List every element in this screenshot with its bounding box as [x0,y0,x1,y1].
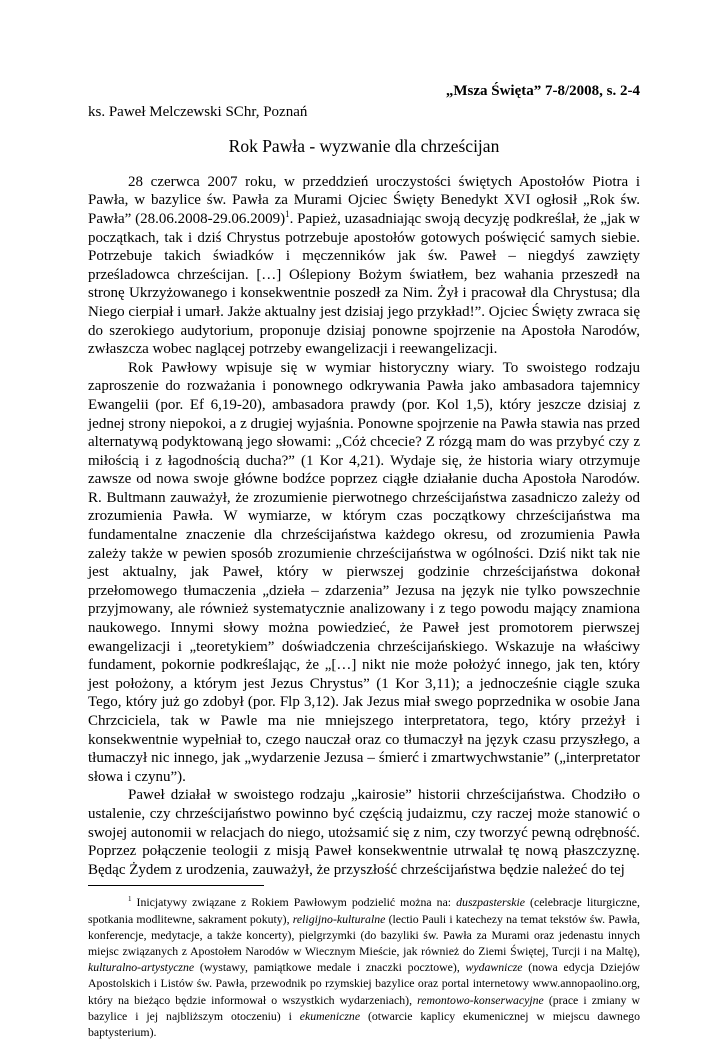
footnote-text-1: Inicjatywy związane z Rokiem Pawłowym podzielić można na: [131,895,457,910]
paragraph-3: Paweł działał w swoistego rodzaju „kairosie” historii chrześcijaństwa. Chodziło o ustalenie, czy chrześcijaństwo powinno być częścią judaizmu, czy raczej może stanowić o swojej autonomii w relacjach do niego, utożsamić się z nim, czy tworzyć pewną odrębność. Poprzez połączenie teologii z misją Paweł konsekwentnie utrwalał tę nową płaszczyznę. Będąc Żydem z urodzenia, zauważył, że przyszłość chrześcijaństwa będzie należeć do tej [88,787,640,878]
paragraph-1 [88,173,640,359]
footnote-text-5: (nowa edycja Dziejów Apostolskich i Listów św. Pawła, przewodnik po rzymskiej bazylice oraz portal internetowy www.annopaolino.org, który na bieżąco będzie informował o wszystkich wydarzeniach), [88,960,640,1007]
article-title: Rok Pawła - wyzwanie dla chrześcijan [228,136,500,157]
paragraph-1-text-b: . Papież, uzasadniając swoją decyzję podkreślał, że „jak w początkach, tak i dziś Chrystus potrzebuje apostołów gotowych poświęcić samych siebie. Potrzebuje takich świadków i męczenników jak św. Paweł – niegdyś zawzięty prześladowca chrześcijan. […] Oślepiony Bożym światłem, bez wahania przeszedł na stronę Ukrzyżowanego i konsekwentnie poszedł za Nim. Żył i pracował dla Chrystusa; dla Niego cierpiał i umarł. Jakże aktualny jest dzisiaj jego przykład!”. Ojciec Święty zwraca się do szerokiego audytorium, proponuje dzisiaj ponowne spojrzenie na Apostoła Narodów, zwłaszcza wobec naglącej potrzeby ewangelizacji i reewangelizacji. [88,210,640,358]
footnote-italic-3: kulturalno-artystyczne [88,960,195,975]
footnote-text-6: (prace i zmiany w bazylice i jej najbliższym otoczeniu) i [88,992,640,1023]
document-page [88,82,640,1040]
footnote-reference[interactable]: 1 [285,208,290,219]
paragraph-1-text-a: 28 czerwca 2007 roku, w przeddzień uroczystości świętych Apostołów Piotra i Pawła, w bazylice św. Pawła za Murami Ojciec Święty Benedykt XVI ogłosił „Rok św. Pawła” (28.06.2008-29.06.2009) [88,173,640,227]
footnote-text-2: (celebracje liturgiczne, spotkania modlitewne, sakrament pokuty), [88,895,640,926]
paragraph-2: Rok Pawłowy wpisuje się w wymiar historyczny wiary. To swoistego rodzaju zaproszenie do rozważania i ponownego odkrywania Pawła jako ambasadora tajemnicy Ewangelii (por. Ef 6,19-20), ambasadora prawdy (por. Kol 1,5), który jeszcze dzisiaj z jednej strony niepokoi, a z drugiej wyjaśnia. Ponowne spojrzenie na Pawła stawia nas przed alternatywą podyktowaną jego słowami: „Cóż chcecie? Z rózgą mam do was przybyć czy z miłością i z łagodnością ducha?” (1 Kor 4,21). Wydaje się, że historia wiary otrzymuje zawsze od nowa swoje główne bodźce poprzez ciągłe działanie ducha Apostoła Narodów. R. Bultmann zauważył, że zrozumienie pierwotnego chrześcijaństwa zasadniczo zależy od zrozumienia Pawła. W wymiarze, w którym czas początkowy chrześcijaństwa ma fundamentalne znaczenie dla chrześcijaństwa każdego okresu, od zrozumienia Pawła zależy także w pewien sposób zrozumienie chrześcijaństwa w ogólności. Dziś nikt tak nie jest aktualny, jak Paweł, który w pierwszej godzinie chrześcijaństwa dokonał przełomowego tłumaczenia „dzieła – zdarzenia” Jezusa na język nie tylko powszechnie przyjmowany, ale również systematycznie analizowany i z tego powodu mający znamiona naukowego. Innymi słowy można powiedzieć, że Paweł jest promotorem pierwszej ewangelizacji i „teoretykiem” doświadczenia chrześcijańskiego. Wskazuje na właściwy fundament, pokornie podkreślając, że „[…] nikt nie może położyć innego, jak ten, który jest położony, a którym jest Jezus Chrystus” (1 Kor 3,11); a jednocześnie ciągle szuka Tego, który już go zdobył (por. Flp 3,12). Jak Jezus miał swego poprzednika w osobie Jana Chrzciciela, tak w Pawle ma nie mniejszego interpretatora, tego, który przeżył i konsekwentnie wypełniał to, czego nauczał oraz co tłumaczył na język czasu przyszłego, a tłumaczył nic innego, jak „wydarzenie Jezusa – śmierć i zmartwychwstanie” („interpretator słowa i czynu”). [88,359,640,785]
source-citation: „Msza Święta” 7-8/2008, s. 2-4 [445,83,640,99]
footnote-number: 1 [128,895,132,904]
footnote-italic-1: duszpasterskie [456,895,525,910]
footnote-italic-4: wydawnicze [465,960,523,975]
footnote-italic-5: remontowo-konserwacyjne [417,992,544,1007]
footnote-text-7: (otwarcie kaplicy ekumenicznej w miejscu dawnego baptysterium). [88,1008,640,1039]
footnote-italic-2: religijno-kulturalne [292,911,386,926]
footnote-divider [88,885,264,886]
footnote-1 [88,894,640,1040]
footnote-text-4: (wystawy, pamiątkowe medale i znaczki pocztowe), [194,960,466,975]
footnote-text-3: (lectio Pauli i katechezy na temat tekstów św. Pawła, konferencje, medytacje, a także koncerty), pielgrzymki (do bazyliki św. Pawła za Murami oraz jedenastu innych miejsc związanych z Apostołem Narodów w Wiecznym Mieście, jak również do Ziemi Świętej, Turcji i na Maltę), [88,911,641,958]
footnote-italic-6: ekumeniczne [299,1008,361,1023]
author-line: ks. Paweł Melczewski SChr, Poznań [88,103,308,120]
